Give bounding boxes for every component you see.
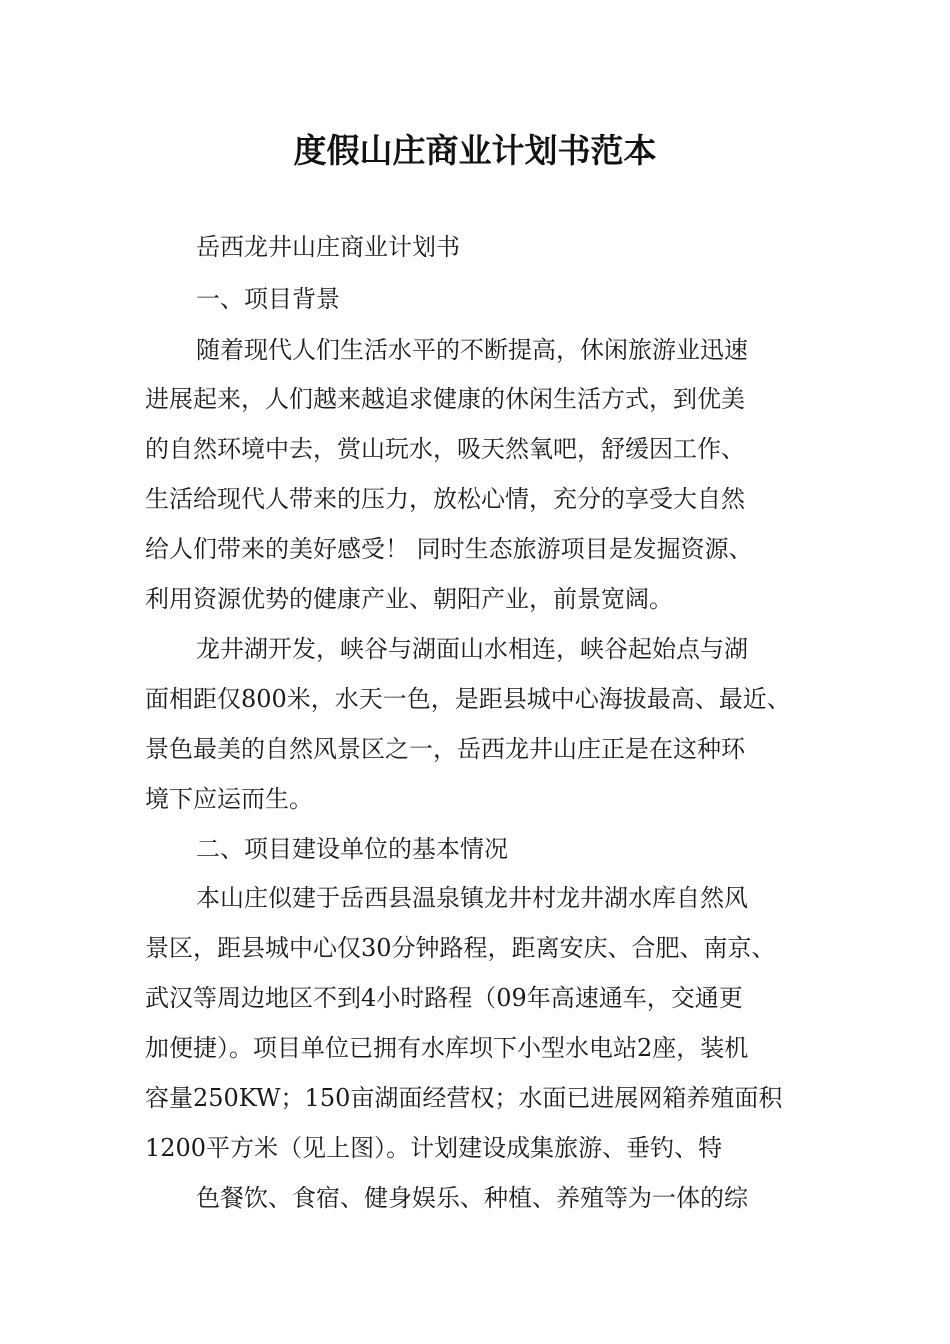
paragraph-line: 景区，距县城中心仅30分钟路程，距离安庆、合肥、南京、 [145, 934, 776, 962]
paragraph-line: 进展起来，人们越来越追求健康的休闲生活方式，到优美 [145, 385, 745, 413]
section-heading-basic-info: 二、项目建设单位的基本情况 [196, 835, 508, 863]
paragraph-line: 利用资源优势的健康产业、朝阳产业，前景宽阔。 [145, 585, 673, 613]
paragraph-line: 武汉等周边地区不到4小时路程（09年高速通车，交通更 [145, 984, 743, 1012]
section-heading-background: 一、项目背景 [196, 285, 340, 313]
paragraph-line: 境下应运而生。 [145, 785, 313, 813]
paragraph-line: 容量250KW；150亩湖面经营权；水面已进展网箱养殖面积 [145, 1084, 783, 1112]
paragraph-line: 的自然环境中去，赏山玩水，吸天然氧吧，舒缓因工作、 [145, 435, 745, 463]
paragraph-line: 龙井湖开发，峡谷与湖面山水相连，峡谷起始点与湖 [196, 635, 748, 663]
paragraph-line: 1200平方米（见上图）。计划建设成集旅游、垂钓、特 [145, 1134, 723, 1162]
paragraph-line: 面相距仅800米，水天一色，是距县城中心海拔最高、最近、 [145, 685, 791, 713]
document-title: 度假山庄商业计划书范本 [293, 131, 657, 170]
paragraph-line: 给人们带来的美好感受！ 同时生态旅游项目是发掘资源、 [145, 535, 753, 563]
paragraph-line: 色餐饮、食宿、健身娱乐、种植、养殖等为一体的综 [196, 1184, 748, 1212]
paragraph-line: 随着现代人们生活水平的不断提高，休闲旅游业迅速 [196, 336, 748, 364]
paragraph-line: 生活给现代人带来的压力，放松心情，充分的享受大自然 [145, 485, 745, 513]
document-subtitle: 岳西龙井山庄商业计划书 [196, 233, 460, 261]
paragraph-line: 景色最美的自然风景区之一，岳西龙井山庄正是在这种环 [145, 735, 745, 763]
paragraph-line: 加便捷）。项目单位已拥有水库坝下小型水电站2座，装机 [145, 1034, 749, 1062]
paragraph-line: 本山庄似建于岳西县温泉镇龙井村龙井湖水库自然风 [196, 884, 748, 912]
